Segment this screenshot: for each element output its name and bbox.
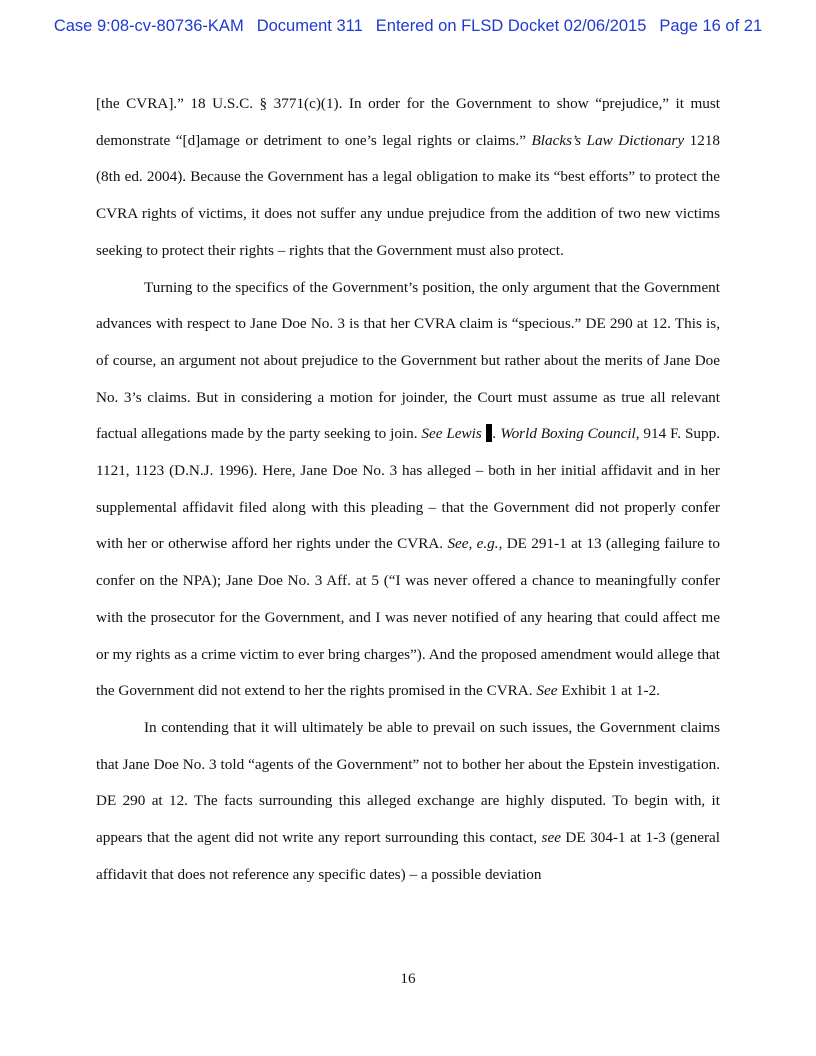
- citation-see: See: [536, 682, 558, 700]
- page-indicator: Page 16 of 21: [659, 17, 763, 35]
- case-number: Case 9:08-cv-80736-KAM: [53, 17, 244, 35]
- citation-see-eg: See, e.g.,: [447, 535, 503, 553]
- redaction-mark: [486, 424, 492, 442]
- paragraph-1-text-a: [the CVRA].” 18 U.S.C. § 3771(c)(1). In order for the Government to show “prejudice,” it must demonstrate “[d]amage or detriment to one’s legal rights or claims.”: [96, 95, 720, 149]
- paragraph-1: [96, 86, 720, 270]
- citation-see-lewis: See Lewis: [421, 425, 482, 443]
- paragraph-3-text-b: DE 304-1 at 1-3 (general affidavit that does not reference any specific dates) – a possible deviation: [96, 829, 720, 883]
- paragraph-3: [96, 710, 720, 894]
- paragraph-2-text-b: , 914 F. Supp. 1121, 1123 (D.N.J. 1996). Here, Jane Doe No. 3 has alleged – both in her initial affidavit and in her supplemental affidavit filed along with this pleading – that the Government did not properly confer with her or otherwise afford her rights under the CVRA.: [96, 425, 721, 553]
- paragraph-2-text-c: DE 291-1 at 13 (alleging failure to confer on the NPA); Jane Doe No. 3 Aff. at 5 (“I was never offered a chance to meaningfully confer with the prosecutor for the Government, and I was never notified of any hearing that could affect me or my rights as a crime victim to ever bring charges”). And the proposed amendment would allege that the Government did not extend to her the rights promised in the CVRA.: [96, 535, 720, 700]
- page-number: 16: [400, 970, 416, 987]
- docket-entry: Entered on FLSD Docket 02/06/2015: [375, 17, 647, 35]
- document-number: Document 311: [256, 17, 363, 35]
- paragraph-2-text-a: Turning to the specifics of the Government’s position, the only argument that the Government advances with respect to Jane Doe No. 3 is that her CVRA claim is “specious.” DE 290 at 12. This is, of course, an argument not about prejudice to the Government but rather about the merits of Jane Doe No. 3’s claims. But in considering a motion for joinder, the Court must assume as true all relevant factual allegations made by the party seeking to join.: [96, 278, 720, 443]
- citation-blacks-law: Blacks’s Law Dictionary: [531, 131, 685, 149]
- docket-header: [0, 17, 816, 36]
- citation-see-lower: see: [541, 829, 561, 847]
- paragraph-3-text-a: In contending that it will ultimately be able to prevail on such issues, the Government claims that Jane Doe No. 3 told “agents of the Government” not to bother her about the Epstein investigation. DE 290 at 12. The facts surrounding this alleged exchange are highly disputed. To begin with, it appears that the agent did not write any report surrounding this contact,: [96, 718, 720, 847]
- paragraph-2: [96, 270, 720, 710]
- citation-world-boxing: . World Boxing Council: [492, 425, 636, 443]
- paragraph-1-text-b: 1218 (8th ed. 2004). Because the Government has a legal obligation to make its “best efforts” to protect the CVRA rights of victims, it does not suffer any undue prejudice from the addition of two new victims seeking to protect their rights – rights that the Government must also protect.: [96, 131, 721, 259]
- paragraph-2-text-d: Exhibit 1 at 1-2.: [557, 682, 660, 700]
- document-body: [96, 86, 720, 893]
